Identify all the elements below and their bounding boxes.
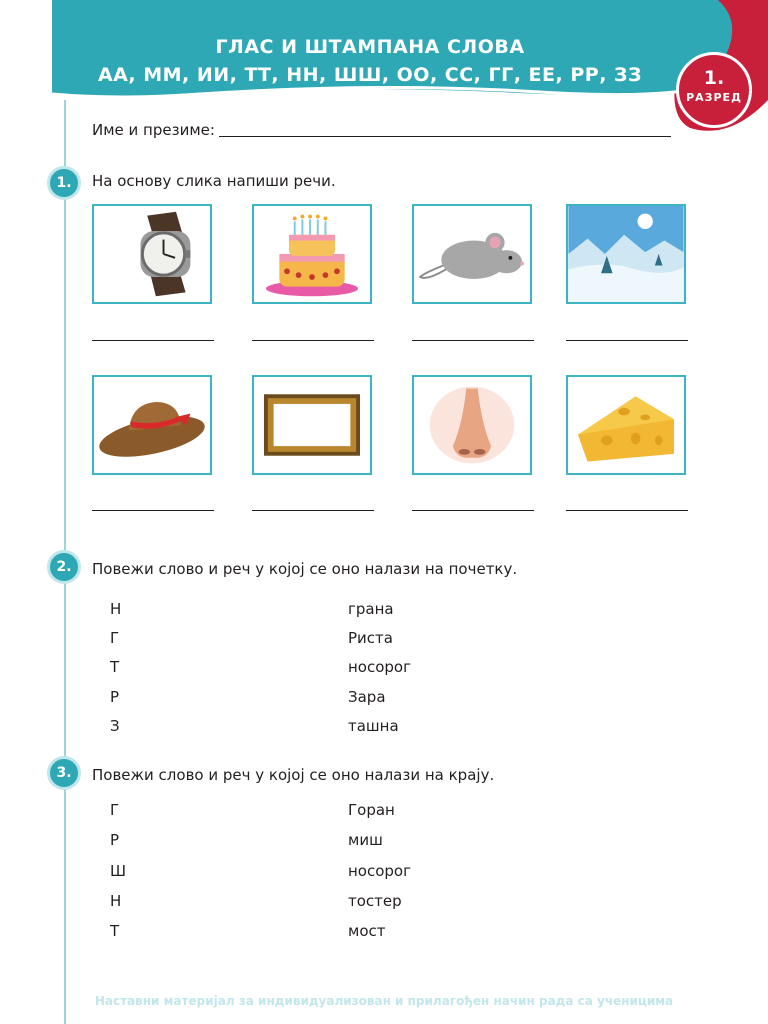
- match-word[interactable]: носорог: [348, 862, 411, 880]
- write-line[interactable]: [252, 510, 374, 511]
- match-word[interactable]: Риста: [348, 629, 393, 647]
- watch-icon: [94, 206, 210, 302]
- match-word[interactable]: Горан: [348, 801, 395, 819]
- match-word[interactable]: Зара: [348, 688, 386, 706]
- match-word[interactable]: мост: [348, 922, 386, 940]
- match-word[interactable]: миш: [348, 831, 383, 849]
- match-letter[interactable]: Н: [110, 892, 122, 910]
- picture-frame-icon: [254, 377, 370, 473]
- write-line[interactable]: [412, 340, 534, 341]
- write-line[interactable]: [92, 340, 214, 341]
- task1-instruction: На основу слика напиши речи.: [92, 172, 336, 190]
- match-letter[interactable]: Т: [110, 922, 120, 940]
- cheese-icon: [568, 377, 684, 473]
- task2-instruction: Повежи слово и реч у којој се оно налази на почетку.: [92, 560, 518, 578]
- cake-image: [252, 204, 372, 304]
- nose-image: [412, 375, 532, 475]
- footer-note: Наставни материјал за индивидуализован и прилагођен начин рада са ученицима: [94, 994, 674, 1008]
- nose-icon: [414, 377, 530, 473]
- hat-image: [92, 375, 212, 475]
- hat-icon: [94, 377, 210, 473]
- task3-number: 3.: [47, 756, 81, 790]
- mouse-icon: [414, 206, 530, 302]
- frame-image: [252, 375, 372, 475]
- task3-instruction: Повежи слово и реч у којој се оно налази на крају.: [92, 766, 495, 784]
- name-write-line[interactable]: [219, 136, 671, 137]
- match-word[interactable]: ташна: [348, 717, 399, 735]
- match-letter[interactable]: Н: [110, 600, 122, 618]
- cake-icon: [254, 206, 370, 302]
- match-letter[interactable]: Р: [110, 831, 120, 849]
- match-word[interactable]: тостер: [348, 892, 402, 910]
- write-line[interactable]: [566, 340, 688, 341]
- write-line[interactable]: [252, 340, 374, 341]
- grade-badge: [676, 52, 752, 128]
- match-word[interactable]: грана: [348, 600, 394, 618]
- task1-number: 1.: [47, 166, 81, 200]
- match-letter[interactable]: З: [110, 717, 120, 735]
- grade-number: 1.: [703, 67, 725, 89]
- grade-label: РАЗРЕД: [686, 91, 742, 104]
- write-line[interactable]: [412, 510, 534, 511]
- worksheet-subtitle: АА, ММ, ИИ, ТТ, НН, ШШ, ОО, СС, ГГ, ЕЕ, РР, ЗЗ: [97, 64, 643, 86]
- match-letter[interactable]: Т: [110, 658, 120, 676]
- watch-image: [92, 204, 212, 304]
- match-letter[interactable]: Г: [110, 801, 120, 819]
- cheese-image: [566, 375, 686, 475]
- match-letter[interactable]: Г: [110, 629, 120, 647]
- winter-image: [566, 204, 686, 304]
- name-field[interactable]: [92, 121, 671, 139]
- match-letter[interactable]: Ш: [110, 862, 127, 880]
- write-line[interactable]: [92, 510, 214, 511]
- match-letter[interactable]: Р: [110, 688, 120, 706]
- worksheet-title: ГЛАС И ШТАМПАНА СЛОВА: [215, 36, 525, 58]
- name-label: Име и презиме:: [92, 121, 215, 139]
- match-word[interactable]: носорог: [348, 658, 411, 676]
- mouse-image: [412, 204, 532, 304]
- winter-landscape-icon: [568, 206, 684, 302]
- write-line[interactable]: [566, 510, 688, 511]
- task2-number: 2.: [47, 550, 81, 584]
